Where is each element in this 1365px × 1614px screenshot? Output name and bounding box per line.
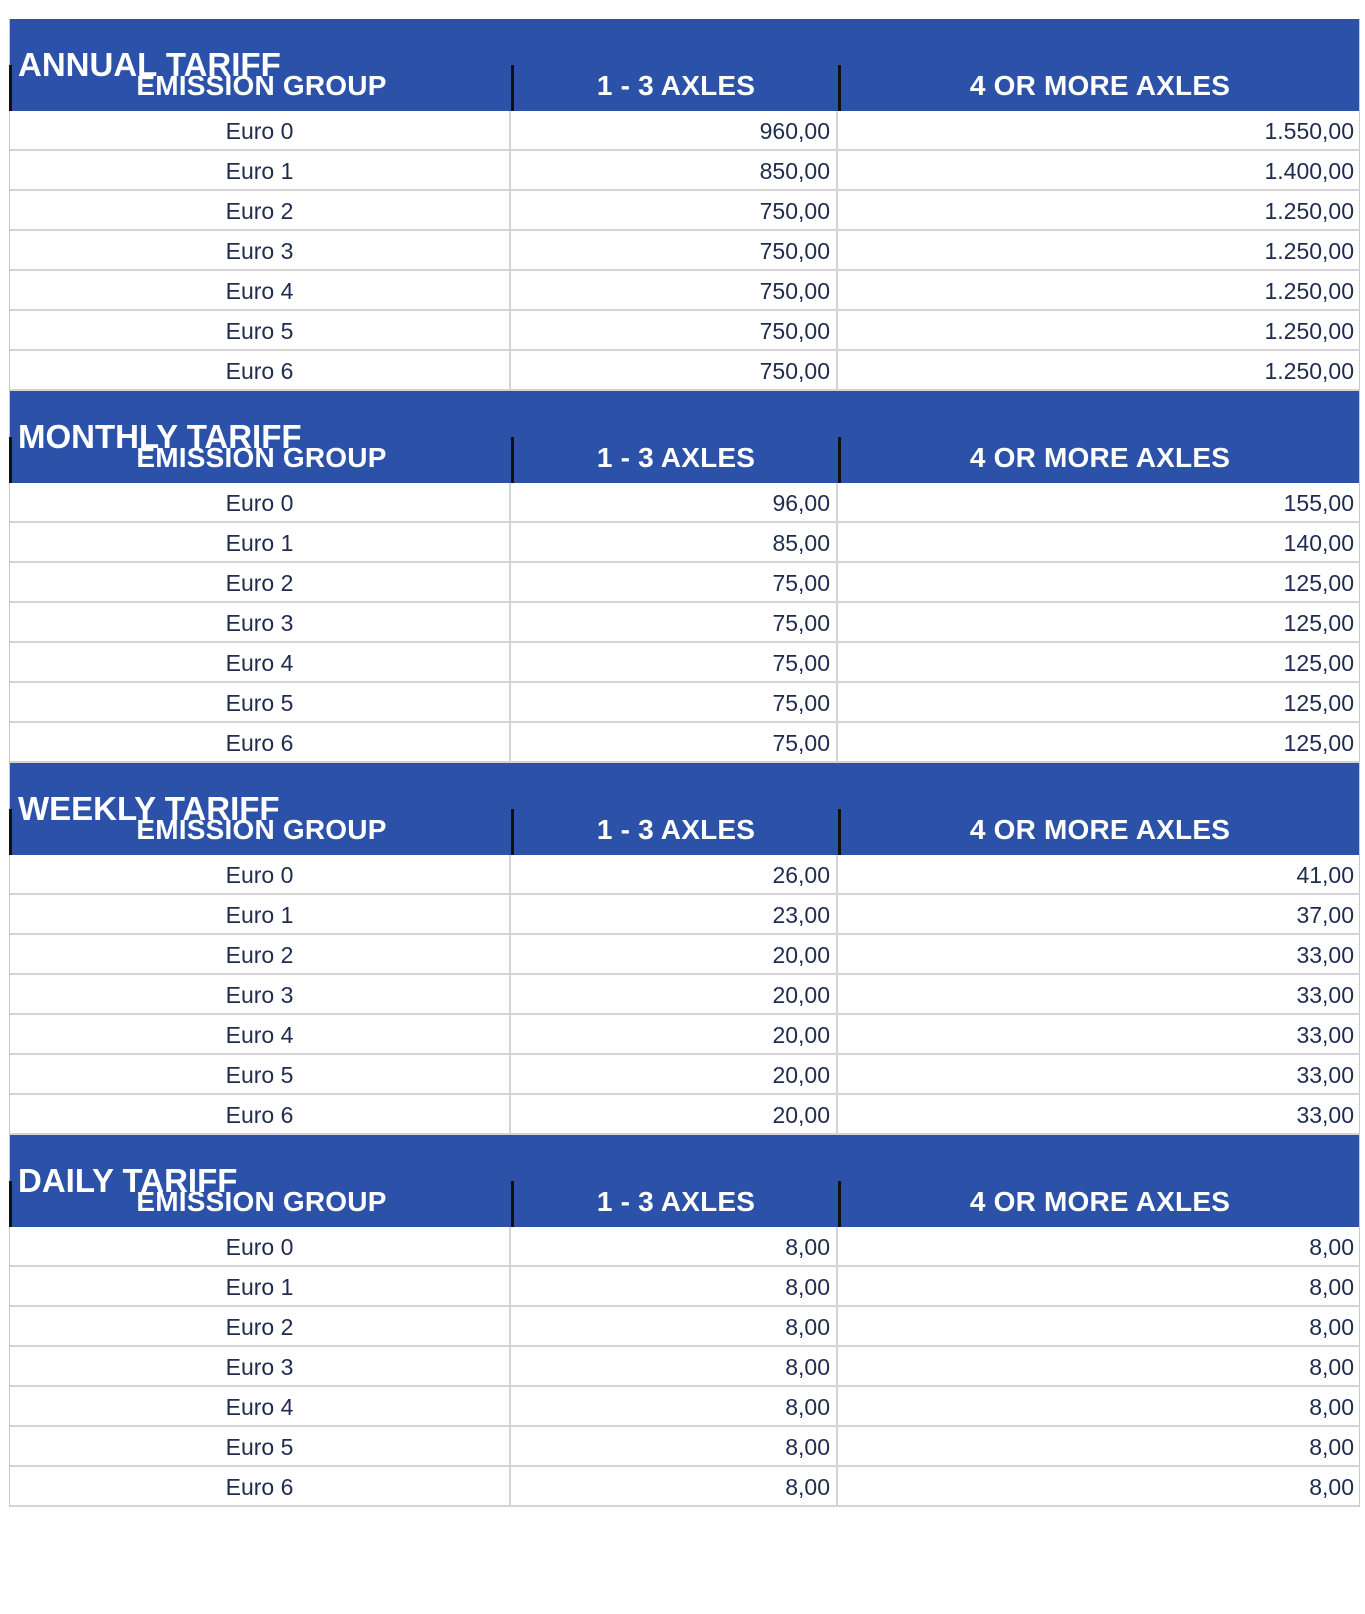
table-row (10, 1387, 1359, 1427)
column-header-1-3-axles: 1 - 3 AXLES (511, 65, 838, 111)
price-4-or-more-axles-cell: 33,00 (836, 1095, 1359, 1133)
price-4-or-more-axles-cell: 33,00 (836, 1015, 1359, 1053)
price-4-or-more-axles-cell: 8,00 (836, 1347, 1359, 1385)
price-1-3-axles-cell: 8,00 (509, 1467, 836, 1505)
emission-group-cell: Euro 5 (225, 1434, 294, 1460)
price-1-3-axles-cell: 750,00 (509, 351, 836, 389)
table-row (10, 271, 1359, 311)
emission-group-cell: Euro 6 (225, 1474, 294, 1500)
price-4-or-more-axles-cell: 140,00 (836, 523, 1359, 561)
tariff-title: ANNUAL TARIFF (10, 19, 1359, 65)
price-1-3-axles-cell: 75,00 (509, 603, 836, 641)
price-1-3-axles-cell: 75,00 (509, 643, 836, 681)
price-1-3-axles-cell: 20,00 (509, 935, 836, 973)
price-4-or-more-axles-cell: 37,00 (836, 895, 1359, 933)
table-row (10, 1427, 1359, 1467)
table-row (10, 683, 1359, 723)
emission-group-cell: Euro 1 (225, 1274, 294, 1300)
column-header-row (9, 1181, 1359, 1227)
table-row (10, 643, 1359, 683)
price-4-or-more-axles-cell: 125,00 (836, 683, 1359, 721)
tariff-table-weekly (9, 763, 1360, 1135)
price-4-or-more-axles-cell: 41,00 (836, 855, 1359, 893)
emission-group-cell: Euro 5 (225, 318, 294, 344)
emission-group-cell: Euro 3 (225, 982, 294, 1008)
emission-group-cell: Euro 4 (225, 1394, 294, 1420)
price-4-or-more-axles-cell: 155,00 (836, 483, 1359, 521)
emission-group-cell: Euro 4 (225, 1022, 294, 1048)
price-1-3-axles-cell: 750,00 (509, 191, 836, 229)
emission-group-cell: Euro 3 (225, 1354, 294, 1380)
emission-group-cell: Euro 2 (225, 570, 294, 596)
column-header-4-or-more-axles: 4 OR MORE AXLES (838, 437, 1359, 483)
price-1-3-axles-cell: 26,00 (509, 855, 836, 893)
price-4-or-more-axles-cell: 1.250,00 (836, 231, 1359, 269)
price-1-3-axles-cell: 960,00 (509, 111, 836, 149)
price-4-or-more-axles-cell: 8,00 (836, 1307, 1359, 1345)
emission-group-cell: Euro 2 (225, 198, 294, 224)
column-header-emission-group: EMISSION GROUP (136, 1186, 387, 1217)
column-header-1-3-axles: 1 - 3 AXLES (511, 437, 838, 483)
price-1-3-axles-cell: 8,00 (509, 1227, 836, 1265)
table-row (10, 311, 1359, 351)
price-1-3-axles-cell: 20,00 (509, 1095, 836, 1133)
price-4-or-more-axles-cell: 125,00 (836, 643, 1359, 681)
price-1-3-axles-cell: 8,00 (509, 1347, 836, 1385)
table-row (10, 1095, 1359, 1135)
price-4-or-more-axles-cell: 1.550,00 (836, 111, 1359, 149)
price-1-3-axles-cell: 20,00 (509, 975, 836, 1013)
price-1-3-axles-cell: 8,00 (509, 1267, 836, 1305)
table-row (10, 1307, 1359, 1347)
tariff-table-annual (9, 19, 1360, 391)
emission-group-cell: Euro 1 (225, 530, 294, 556)
table-row (10, 191, 1359, 231)
price-1-3-axles-cell: 850,00 (509, 151, 836, 189)
table-row (10, 1267, 1359, 1307)
price-1-3-axles-cell: 750,00 (509, 231, 836, 269)
column-header-row (9, 65, 1359, 111)
emission-group-cell: Euro 3 (225, 610, 294, 636)
emission-group-cell: Euro 3 (225, 238, 294, 264)
table-row (10, 231, 1359, 271)
tariff-title: WEEKLY TARIFF (10, 763, 1359, 809)
emission-group-cell: Euro 6 (225, 1102, 294, 1128)
tariff-title: DAILY TARIFF (10, 1135, 1359, 1181)
price-1-3-axles-cell: 96,00 (509, 483, 836, 521)
table-row (10, 975, 1359, 1015)
price-1-3-axles-cell: 8,00 (509, 1427, 836, 1465)
price-4-or-more-axles-cell: 1.250,00 (836, 271, 1359, 309)
table-row (10, 351, 1359, 391)
price-4-or-more-axles-cell: 1.250,00 (836, 311, 1359, 349)
table-row (10, 483, 1359, 523)
table-row (10, 855, 1359, 895)
price-1-3-axles-cell: 23,00 (509, 895, 836, 933)
emission-group-cell: Euro 0 (225, 490, 294, 516)
table-row (10, 1055, 1359, 1095)
price-4-or-more-axles-cell: 8,00 (836, 1227, 1359, 1265)
emission-group-cell: Euro 1 (225, 902, 294, 928)
emission-group-cell: Euro 5 (225, 690, 294, 716)
price-1-3-axles-cell: 75,00 (509, 563, 836, 601)
column-header-emission-group: EMISSION GROUP (136, 814, 387, 845)
column-header-emission-group: EMISSION GROUP (136, 442, 387, 473)
table-row (10, 1467, 1359, 1507)
price-4-or-more-axles-cell: 8,00 (836, 1387, 1359, 1425)
column-header-4-or-more-axles: 4 OR MORE AXLES (838, 809, 1359, 855)
column-header-1-3-axles: 1 - 3 AXLES (511, 809, 838, 855)
table-row (10, 935, 1359, 975)
column-header-1-3-axles: 1 - 3 AXLES (511, 1181, 838, 1227)
emission-group-cell: Euro 0 (225, 1234, 294, 1260)
price-1-3-axles-cell: 75,00 (509, 683, 836, 721)
table-row (10, 1015, 1359, 1055)
table-row (10, 1347, 1359, 1387)
emission-group-cell: Euro 2 (225, 942, 294, 968)
emission-group-cell: Euro 4 (225, 278, 294, 304)
emission-group-cell: Euro 4 (225, 650, 294, 676)
price-1-3-axles-cell: 20,00 (509, 1055, 836, 1093)
column-header-emission-group: EMISSION GROUP (136, 70, 387, 101)
table-row (10, 723, 1359, 763)
price-1-3-axles-cell: 20,00 (509, 1015, 836, 1053)
column-header-4-or-more-axles: 4 OR MORE AXLES (838, 65, 1359, 111)
tariff-table-monthly (9, 391, 1360, 763)
table-row (10, 151, 1359, 191)
price-4-or-more-axles-cell: 1.250,00 (836, 191, 1359, 229)
price-1-3-axles-cell: 750,00 (509, 271, 836, 309)
tariff-sheet (9, 19, 1360, 1507)
price-4-or-more-axles-cell: 125,00 (836, 723, 1359, 761)
price-4-or-more-axles-cell: 1.400,00 (836, 151, 1359, 189)
column-header-4-or-more-axles: 4 OR MORE AXLES (838, 1181, 1359, 1227)
column-header-row (9, 437, 1359, 483)
table-row (10, 603, 1359, 643)
tariff-table-daily (9, 1135, 1360, 1507)
price-1-3-axles-cell: 85,00 (509, 523, 836, 561)
price-4-or-more-axles-cell: 33,00 (836, 935, 1359, 973)
price-1-3-axles-cell: 8,00 (509, 1387, 836, 1425)
price-1-3-axles-cell: 750,00 (509, 311, 836, 349)
price-1-3-axles-cell: 8,00 (509, 1307, 836, 1345)
price-4-or-more-axles-cell: 33,00 (836, 975, 1359, 1013)
table-row (10, 523, 1359, 563)
emission-group-cell: Euro 0 (225, 862, 294, 888)
price-4-or-more-axles-cell: 8,00 (836, 1467, 1359, 1505)
emission-group-cell: Euro 2 (225, 1314, 294, 1340)
price-4-or-more-axles-cell: 125,00 (836, 603, 1359, 641)
table-row (10, 563, 1359, 603)
emission-group-cell: Euro 1 (225, 158, 294, 184)
price-4-or-more-axles-cell: 8,00 (836, 1267, 1359, 1305)
table-row (10, 111, 1359, 151)
emission-group-cell: Euro 5 (225, 1062, 294, 1088)
price-4-or-more-axles-cell: 1.250,00 (836, 351, 1359, 389)
emission-group-cell: Euro 6 (225, 730, 294, 756)
table-row (10, 1227, 1359, 1267)
price-1-3-axles-cell: 75,00 (509, 723, 836, 761)
emission-group-cell: Euro 6 (225, 358, 294, 384)
table-row (10, 895, 1359, 935)
price-4-or-more-axles-cell: 8,00 (836, 1427, 1359, 1465)
price-4-or-more-axles-cell: 33,00 (836, 1055, 1359, 1093)
column-header-row (9, 809, 1359, 855)
tariff-title: MONTHLY TARIFF (10, 391, 1359, 437)
emission-group-cell: Euro 0 (225, 118, 294, 144)
price-4-or-more-axles-cell: 125,00 (836, 563, 1359, 601)
